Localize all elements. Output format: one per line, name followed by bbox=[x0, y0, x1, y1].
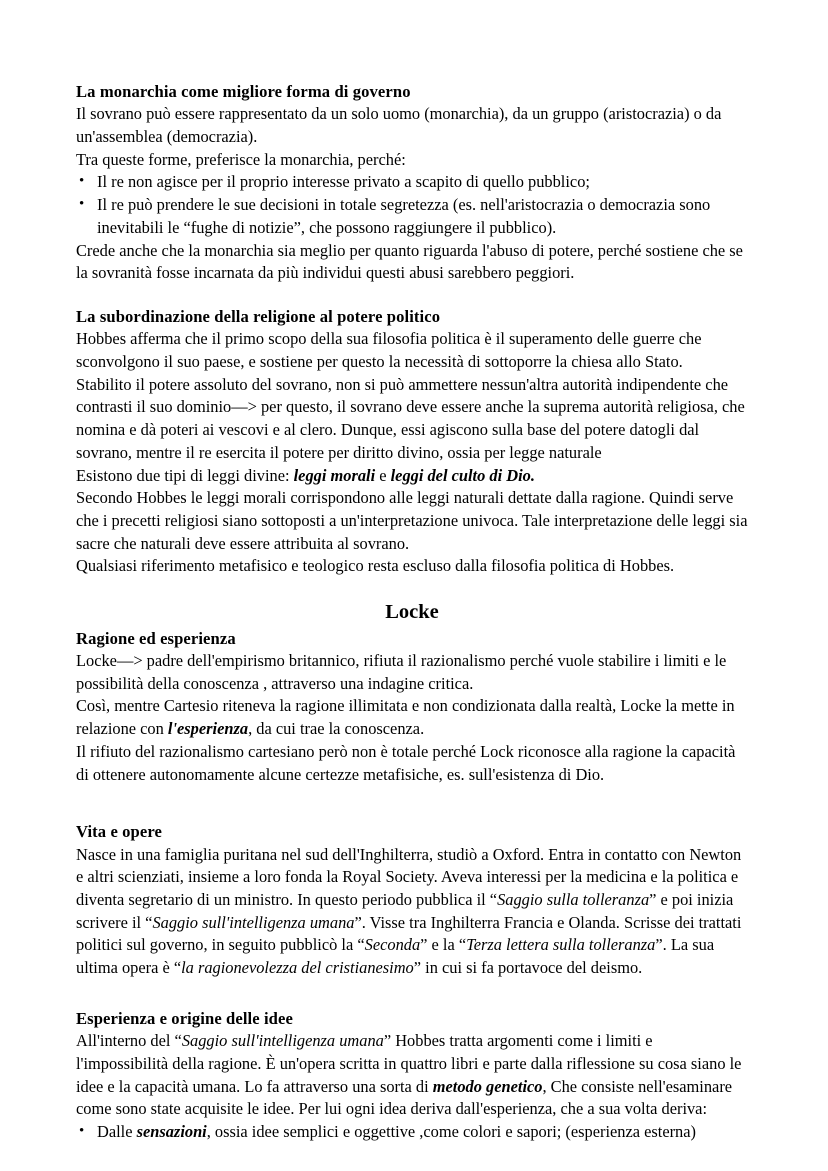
section-heading-subordinazione: La subordinazione della religione al potere politico bbox=[76, 306, 441, 326]
emphasis-sensazioni: sensazioni bbox=[136, 1121, 207, 1141]
paragraph-subordinazione-3 bbox=[76, 465, 748, 488]
text-fragment: ”. La sua ultima opera è “ bbox=[76, 935, 715, 978]
text-fragment: ” e la “ bbox=[420, 935, 467, 955]
paragraph-monarchia-3: Crede anche che la monarchia sia meglio per quanto riguarda l'abuso di potere, perché sostiene che se la sovranità fosse incarnata da più individui questi abusi sarebbero peggiori. bbox=[76, 240, 743, 283]
paragraph-subordinazione-2: Stabilito il potere assoluto del sovrano, non si può ammettere nessun'altra autorità indipendente che contrasti il suo dominio—> per questo, il sovrano deve essere anche la suprema autorità religiosa, che nomina e dà poteri ai vescovi e al clero. Dunque, essi agiscono sulla base del potere datogli dal sovrano, mentre il re esercita il potere per diritto divino, ossia per legge naturale bbox=[76, 374, 745, 462]
section-gap bbox=[76, 980, 748, 1007]
text-fragment: Così, mentre Cartesio riteneva la ragione illimitata e non condizionata dalla realtà, Locke la mette in relazione con bbox=[76, 696, 735, 739]
list-item bbox=[76, 1121, 748, 1144]
bullet-list-monarchia bbox=[76, 171, 748, 239]
paragraph-subordinazione-4: Secondo Hobbes le leggi morali corrispondono alle leggi naturali dettate dalla ragione. Quindi serve che i precetti religiosi siano sottoposti a un'interpretazione univoca. Tale interpretazione delle leggi sia sacre che naturali deve essere attribuita al sovrano. bbox=[76, 488, 748, 553]
section-heading-ragione-esperienza: Ragione ed esperienza bbox=[76, 628, 236, 648]
list-item: • Il re può prendere le sue decisioni in totale segretezza (es. nell'aristocrazia o democrazia sono inevitabili le “fughe di notizie”, che possono raggiungere il pubblico). bbox=[76, 194, 748, 239]
work-title-saggio-intelligenza: Saggio sull'intelligenza umana bbox=[181, 1031, 384, 1051]
text-fragment: Dalle bbox=[97, 1121, 137, 1141]
page-title: Locke bbox=[385, 601, 439, 624]
section-gap bbox=[76, 285, 748, 305]
text-fragment: , da cui trae la conoscenza. bbox=[248, 719, 425, 739]
text-fragment: , ossia idee semplici e oggettive ,come colori e sapori; (esperienza esterna) bbox=[206, 1121, 696, 1141]
work-title-ragionevolezza: la ragionevolezza del cristianesimo bbox=[181, 958, 414, 978]
title-gap bbox=[76, 578, 748, 598]
paragraph-subordinazione-1: Hobbes afferma che il primo scopo della sua filosofia politica è il superamento delle guerre che sconvolgono il suo paese, e sostiene per questo la necessità di sottoporre la chiesa allo Stato. bbox=[76, 329, 702, 371]
bullet-list-esperienza bbox=[76, 1121, 748, 1144]
work-title-saggio-tolleranza: Saggio sulla tolleranza bbox=[497, 889, 650, 909]
text-fragment: Nasce in una famiglia puritana nel sud dell'Inghilterra, studiò a Oxford. Entra in contatto con Newton e altri scienziati, insieme a loro fonda la Royal Society. Aveva interessi per la medicina e la politica e diventa segretario di un ministro. In questo periodo pubblica il “ bbox=[76, 844, 742, 909]
text-fragment: Esistono due tipi di leggi divine: bbox=[76, 465, 294, 485]
document-body bbox=[76, 80, 748, 1144]
work-title-terza-lettera: Terza lettera sulla tolleranza bbox=[466, 935, 656, 955]
work-title-seconda: Seconda bbox=[364, 935, 421, 955]
text-fragment: ”. Visse tra Inghilterra Francia e Olanda. Scrisse dei trattati politici sul governo, in seguito pubblicò la “ bbox=[76, 912, 742, 955]
emphasis-leggi-culto: leggi del culto di Dio. bbox=[390, 465, 535, 485]
text-fragment: e bbox=[375, 465, 391, 485]
paragraph-esperienza-origine bbox=[76, 1030, 748, 1121]
section-gap bbox=[76, 786, 748, 820]
text-fragment: , Che consiste nell'esaminare come sono state acquisite le idee. Per lui ogni idea deriva dall'esperienza, che a sua volta deriva: bbox=[76, 1076, 733, 1119]
text-fragment: ” Hobbes tratta argomenti come i limiti e l'impossibilità della ragione. È un'opera scritta in quattro libri e parte dalla riflessione su cosa siano le idee e la capacità umana. Lo fa attraverso una sorta di bbox=[76, 1031, 742, 1096]
emphasis-leggi-morali: leggi morali bbox=[293, 465, 376, 485]
paragraph-subordinazione-5: Qualsiasi riferimento metafisico e teologico resta escluso dalla filosofia politica di Hobbes. bbox=[76, 556, 675, 576]
section-heading-esperienza-origine: Esperienza e origine delle idee bbox=[76, 1008, 293, 1028]
section-heading-monarchia: La monarchia come migliore forma di governo bbox=[76, 82, 411, 101]
paragraph-ragione-2 bbox=[76, 695, 748, 740]
text-fragment: ” e poi inizia scrivere il “ bbox=[76, 889, 734, 932]
text-fragment: ” in cui si fa portavoce del deismo. bbox=[413, 958, 643, 978]
text-fragment: All'interno del “ bbox=[76, 1031, 182, 1051]
paragraph-monarchia-2: Tra queste forme, preferisce la monarchia, perché: bbox=[76, 149, 406, 169]
emphasis-esperienza: l'esperienza bbox=[167, 719, 249, 739]
paragraph-ragione-1: Locke—> padre dell'empirismo britannico, rifiuta il razionalismo perché vuole stabilire i limiti e le possibilità della conoscenza , attraverso una indagine critica. bbox=[76, 651, 727, 693]
work-title-saggio-intelligenza: Saggio sull'intelligenza umana bbox=[152, 912, 355, 932]
list-item: • Il re non agisce per il proprio interesse privato a scapito di quello pubblico; bbox=[76, 171, 748, 194]
paragraph-vita-opere bbox=[76, 844, 748, 980]
section-heading-vita-opere: Vita e opere bbox=[76, 822, 162, 842]
paragraph-ragione-3: Il rifiuto del razionalismo cartesiano però non è totale perché Lock riconosce alla ragione la capacità di ottenere autonomamente alcune certezze metafisiche, es. sull'esistenza di Dio. bbox=[76, 741, 736, 784]
emphasis-metodo-genetico: metodo genetico bbox=[432, 1076, 543, 1096]
paragraph-monarchia-1: Il sovrano può essere rappresentato da un solo uomo (monarchia), da un gruppo (aristocrazia) o da un'assemblea (democrazia). bbox=[76, 104, 722, 146]
